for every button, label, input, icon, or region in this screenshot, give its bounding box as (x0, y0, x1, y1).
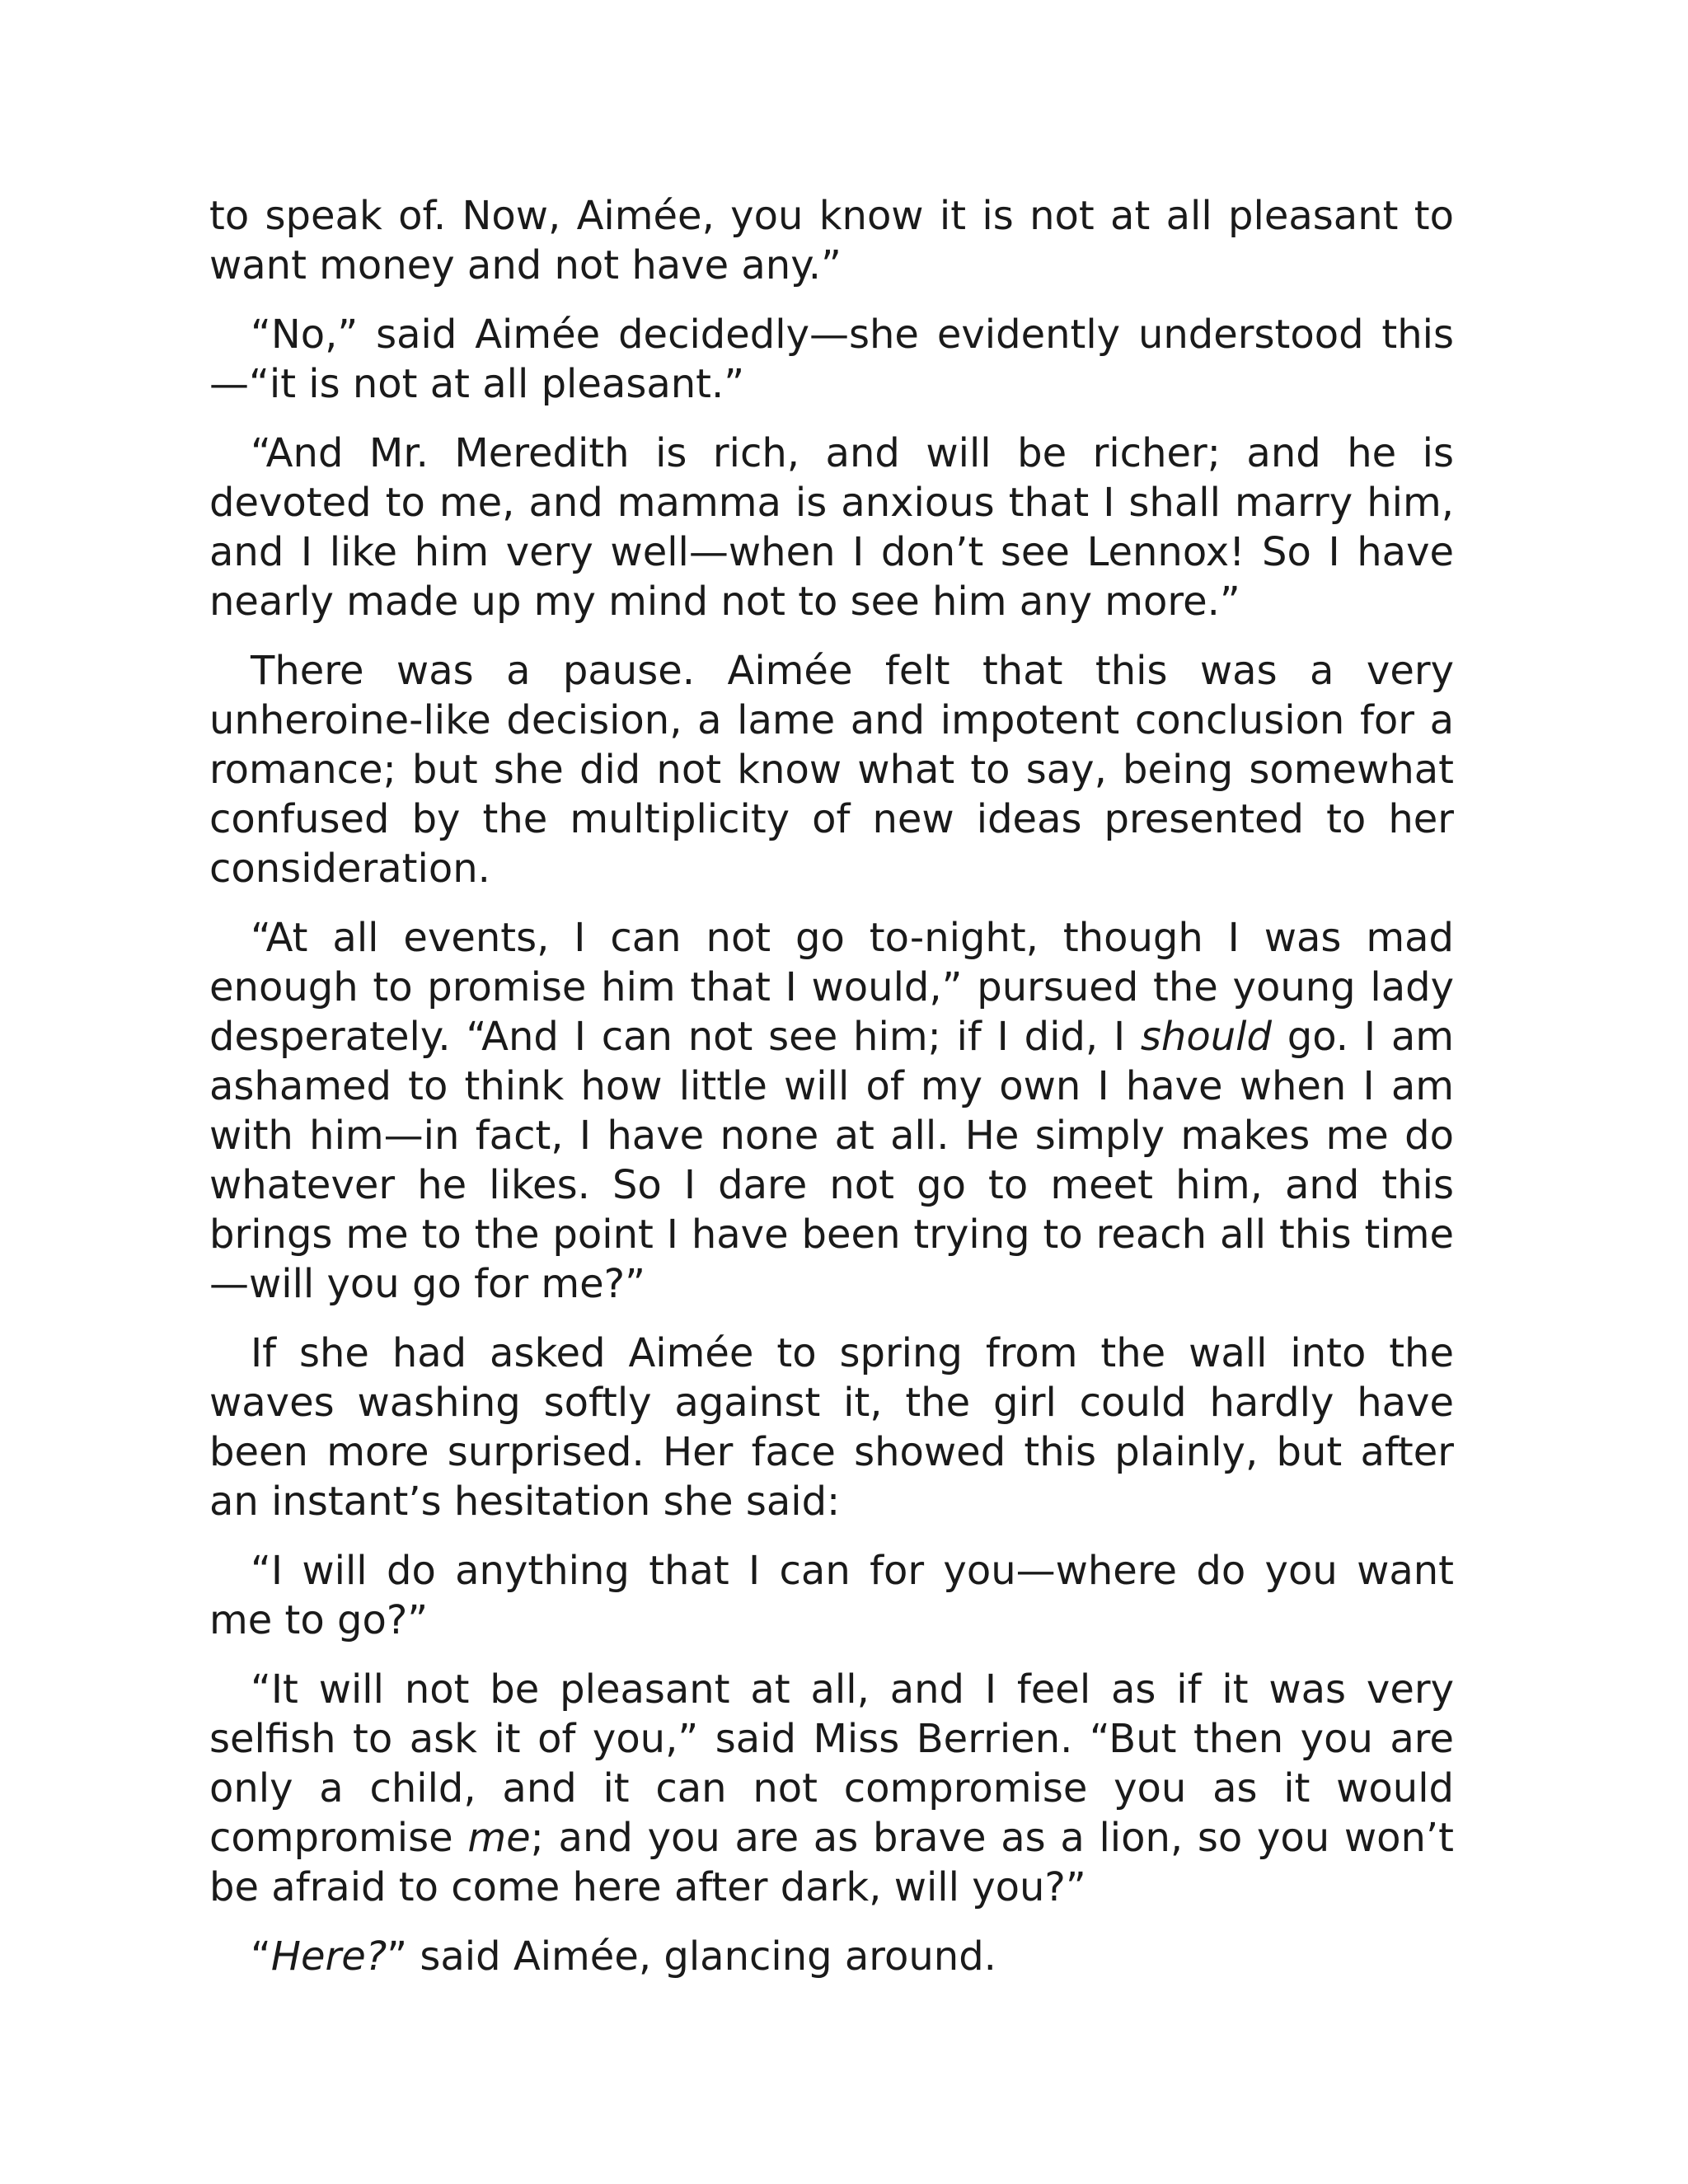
paragraph-5 (209, 913, 1454, 1309)
paragraph-9-italic-here: Here? (270, 1933, 387, 1980)
paragraph-4 (209, 646, 1454, 893)
paragraph-5-run-3: go. I am ashamed to think how little will of my own I have when I am with him—in fact, I have none at all. He simply makes me do whatever he likes. So I dare not go to meet him, and this brings me to the point I have been trying to reach all this time—will you go for me?” (209, 1014, 1454, 1307)
paragraph-1-run-1: to speak of. Now, Aimée, you know it is not at all pleasant to want money and not have any.” (209, 193, 1454, 288)
paragraph-5-run-1: “At all events, I can not go to-night, though I was mad enough to promise him that I would,” pursued the young lady desperately. “And I can not see him; if I did, I (209, 915, 1454, 1060)
paragraph-8 (209, 1665, 1454, 1912)
paragraph-9 (209, 1932, 1454, 1981)
paragraph-5-italic-should: should (1140, 1014, 1272, 1060)
paragraph-3 (209, 429, 1454, 626)
paragraph-2 (209, 310, 1454, 409)
paragraph-6 (209, 1329, 1454, 1526)
paragraph-9-run-3: ” said Aimée, glancing around. (387, 1933, 996, 1980)
paragraph-8-run-3: ; and you are as brave as a lion, so you won’t be afraid to come here after dark, will you?” (209, 1815, 1455, 1910)
paragraph-4-run-1: There was a pause. Aimée felt that this was a very unheroine-like decision, a lame and impotent conclusion for a romance; but she did not know what to say, being somewhat confused by the multiplicity of new ideas presented to her consideration. (209, 648, 1454, 892)
paragraph-9-run-1: “ (251, 1933, 271, 1980)
paragraph-8-run-1: “It will not be pleasant at all, and I feel as if it was very selfish to ask it of you,” said Miss Berrien. “But then you are only a child, and it can not compromise you as it would compromise (209, 1666, 1454, 1861)
page-text-body (209, 191, 1454, 2001)
paragraph-7 (209, 1546, 1454, 1645)
paragraph-1 (209, 191, 1454, 290)
paragraph-7-run-1: “I will do anything that I can for you—where do you want me to go?” (209, 1548, 1454, 1643)
paragraph-3-run-1: “And Mr. Meredith is rich, and will be richer; and he is devoted to me, and mamma is anxious that I shall marry him, and I like him very well—when I don’t see Lennox! So I have nearly made up my mind not to see him any more.” (209, 430, 1454, 625)
paragraph-8-italic-me: me (467, 1815, 531, 1861)
paragraph-6-run-1: If she had asked Aimée to spring from the wall into the waves washing softly against it, the girl could hardly have been more surprised. Her face showed this plainly, but after an instant’s hesitation she said: (209, 1330, 1454, 1525)
paragraph-2-run-1: “No,” said Aimée decidedly—she evidently understood this—“it is not at all pleasant.” (209, 312, 1454, 407)
